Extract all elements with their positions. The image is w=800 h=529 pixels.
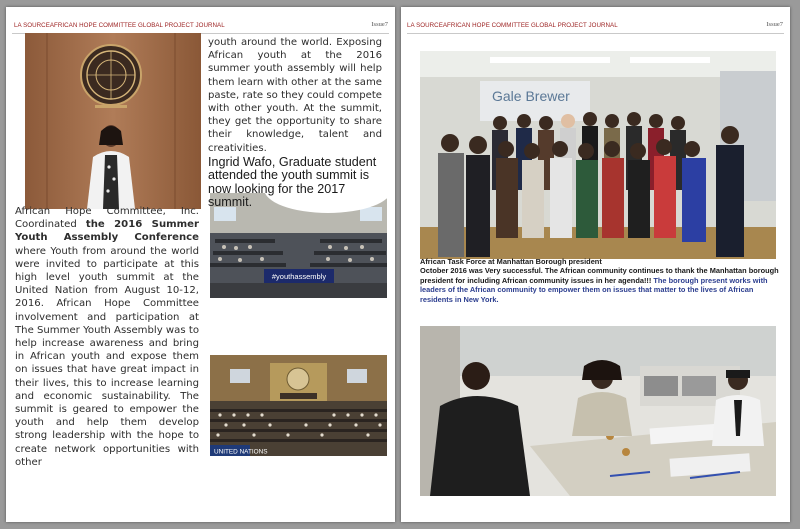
gale-brewer-wall-sign: Gale Brewer [492, 88, 570, 104]
article-body-left [15, 205, 199, 469]
african-task-force-group-photo [420, 51, 776, 259]
right-page [401, 7, 790, 522]
ingrid-callout: Ingrid Wafo, Graduate student attended the youth summit is now looking for the 2017 summit. [208, 155, 377, 209]
community-meeting-photo [420, 326, 776, 496]
issue-label: Issue7 [766, 21, 783, 28]
youth-assembly-sign: #youthassembly [271, 272, 327, 281]
article-body: where Youth from around the world were invited to participate at this high level youth summit at the United Nation from August 10-12, 2016. African Hope Committee involvement and participation at The Summer Youth Assembly was to help increase awareness and bring in African youth and expose them on issues that have great impact in their lives, this to increase learning and economic sustainability. The summit is geared to empower the youth and help them develop strong leadership with the hope to create network opportunities with other [15, 245, 199, 468]
caption-body [420, 266, 780, 304]
article-intro: African Hope Committee, Inc. Coordinated [15, 206, 199, 231]
united-nations-nameplate: UNITED NATIONS [214, 448, 268, 456]
caption-body-dark: October 2016 was Very successful. The African community continues to thank the Manhattan borough president for including African community issues in her agenda!!! [420, 266, 779, 285]
journal-header: LA SOURCEAFRICAN HOPE COMMITTEE GLOBAL PROJECT JOURNAL [14, 22, 225, 29]
article-event-name: the 2016 Summer Youth Assembly Conference [15, 219, 200, 244]
header-rule [407, 33, 784, 34]
article-body-continued: youth around the world. Exposing African youth at the 2016 summer youth assembly will help them learn with other at the same paste, rate so they could compete with other youth. At the summit, they get the opportunity to share their knowledge, talent and creativities. [208, 37, 382, 154]
caption-title: African Task Force at Manhattan Borough president [420, 257, 602, 266]
group-photo-caption [420, 257, 780, 304]
general-assembly-photo [210, 355, 387, 456]
left-page [6, 7, 395, 522]
ingrid-portrait-photo [25, 33, 201, 209]
caption-body-blue: The borough present works with leaders of the African community to empower them on issues that matter to the lives of African residents in New York. [420, 275, 768, 304]
issue-label: Issue7 [371, 21, 388, 28]
journal-header: LA SOURCEAFRICAN HOPE COMMITTEE GLOBAL PROJECT JOURNAL [407, 22, 618, 29]
